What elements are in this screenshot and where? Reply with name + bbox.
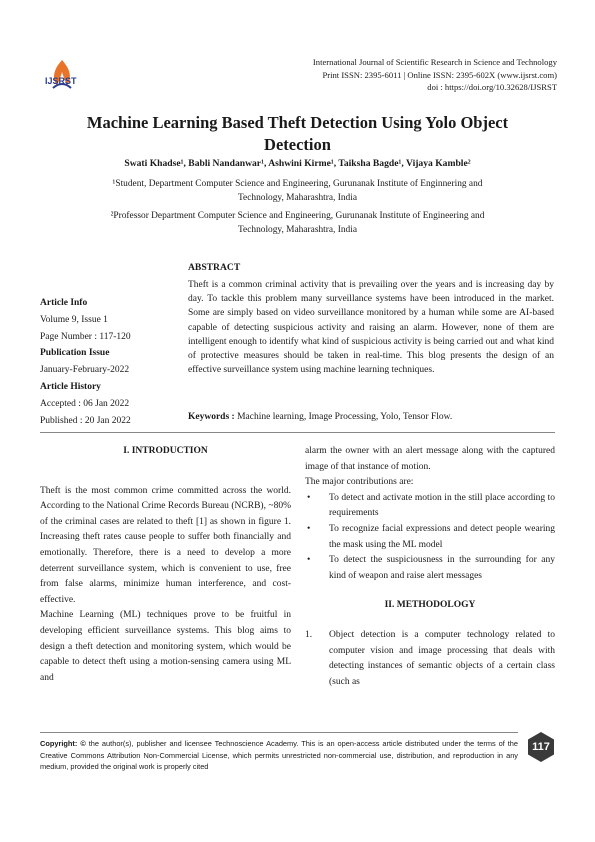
publication-issue: January-February-2022 — [40, 365, 130, 376]
methodology-item-1 — [305, 628, 555, 690]
article-history-heading: Article History — [40, 381, 101, 392]
contributions-intro: The major contributions are: — [305, 477, 414, 488]
article-info — [40, 295, 131, 429]
copyright-text: the author(s), publisher and licensee Technoscience Academy. This is an open-access article distributed under the terms of the Creative Commons Attribution Non-Commercial License, which permits unrestricted non-commercial use, distribution, and reproduction in any medium, provided the original work is properly cited — [40, 739, 518, 772]
article-pages: Page Number : 117-120 — [40, 331, 131, 342]
journal-doi[interactable]: doi : https://doi.org/10.32628/IJSRST — [427, 82, 557, 92]
journal-name: International Journal of Scientific Research in Science and Technology — [312, 57, 557, 67]
right-paragraph-1: alarm the owner with an alert message along with the captured image of that instance of motion. — [305, 446, 555, 472]
copyright-label: Copyright: — [40, 739, 78, 748]
journal-issn: Print ISSN: 2395-6011 | Online ISSN: 2395-602X (www.ijsrst.com) — [322, 69, 557, 80]
contributions-list — [305, 491, 555, 585]
list-item: • To recognize facial expressions and detect people wearing the mask using the ML model — [305, 522, 555, 553]
affiliation-2 — [40, 209, 555, 237]
copyright-symbol: © — [80, 739, 86, 748]
affiliation-2-line1: ²Professor Department Computer Science and Engineering, Gurunanak Institute of Engineering and — [110, 211, 485, 221]
affiliation-2-line2: Technology, Maharashtra, India — [237, 225, 357, 235]
introduction-heading: I. INTRODUCTION — [123, 446, 208, 456]
abstract-divider — [40, 432, 555, 433]
paper-title-line1: Machine Learning Based Theft Detection Using Yolo Object — [86, 113, 509, 132]
journal-logo-text: IJSRST — [45, 76, 77, 86]
page-number: 117 — [532, 741, 550, 753]
footer-divider — [40, 732, 518, 733]
intro-paragraph-2: Machine Learning (ML) techniques prove to be fruitful in developing efficient surveillance systems. This blog aims to design a theft detection and monitoring system, which would be capable to detect theft using a motion-sensing camera using ML and — [40, 610, 291, 683]
affiliation-1-line1: ¹Student, Department Computer Science and Engineering, Gurunanak Institute of Enginnering and — [112, 179, 483, 189]
item-number: 1. — [305, 629, 313, 640]
keywords-text: Machine learning, Image Processing, Yolo, Tensor Flow. — [234, 412, 453, 422]
abstract-heading: ABSTRACT — [188, 262, 241, 273]
published-date: Published : 20 Jan 2022 — [40, 415, 131, 426]
article-volume: Volume 9, Issue 1 — [40, 314, 108, 325]
list-item: • To detect the suspiciousness in the surrounding for any kind of weapon and raise alert messages — [305, 553, 555, 584]
paper-title — [40, 112, 555, 156]
right-column — [305, 444, 555, 690]
publication-issue-heading: Publication Issue — [40, 348, 110, 359]
abstract-text: Theft is a common criminal activity that is prevailing over the years and is increasing day by day. To tackle this problem many surveillance systems have been introduced in the market. Some are simply based on video surveillance monitored by a human while some are AI-based capable of detecting suspicious activity and raising an alarm. However, none of them are intelligent enough to identify what kind of suspicious activity is being carried out and what kind of protective measures should be taken in real-time. This blog presents the design of an effective surveillance system using machine learning techniques. — [188, 280, 554, 376]
list-item: • To detect and activate motion in the still place according to requirements — [305, 491, 555, 522]
affiliation-1-line2: Technology, Maharashtra, India — [237, 193, 357, 203]
keywords-label: Keywords : — [188, 412, 235, 422]
affiliation-1 — [40, 177, 555, 205]
left-column — [40, 444, 291, 686]
article-info-heading: Article Info — [40, 298, 88, 308]
item-text: Object detection is a computer technology related to computer vision and image processing that deals with detecting instances of semantic objects of a certain class (such as — [329, 629, 555, 687]
intro-paragraph-1: Theft is the most common crime committed across the world. According to the National Crime Records Bureau (NCRB), ~80% of the criminal cases are related to theft [1] as shown in figure 1. Increasing theft rates cause people to suffer both financially and emotionally. Therefore, there is a need to develop a more deterrent surveillance system, which is convenient to use, free from false alarms, minimize human interference, and cost-effective. — [40, 485, 291, 605]
author-list: Swati Khadse¹, Babli Nandanwar¹, Ashwini Kirme¹, Taiksha Bagde¹, Vijaya Kamble² — [124, 158, 471, 169]
methodology-heading: II. METHODOLOGY — [384, 600, 476, 611]
copyright-footer — [40, 738, 518, 773]
paper-title-line2: Detection — [264, 135, 331, 154]
accepted-date: Accepted : 06 Jan 2022 — [40, 398, 130, 409]
keywords — [188, 412, 554, 422]
journal-header — [313, 56, 557, 94]
